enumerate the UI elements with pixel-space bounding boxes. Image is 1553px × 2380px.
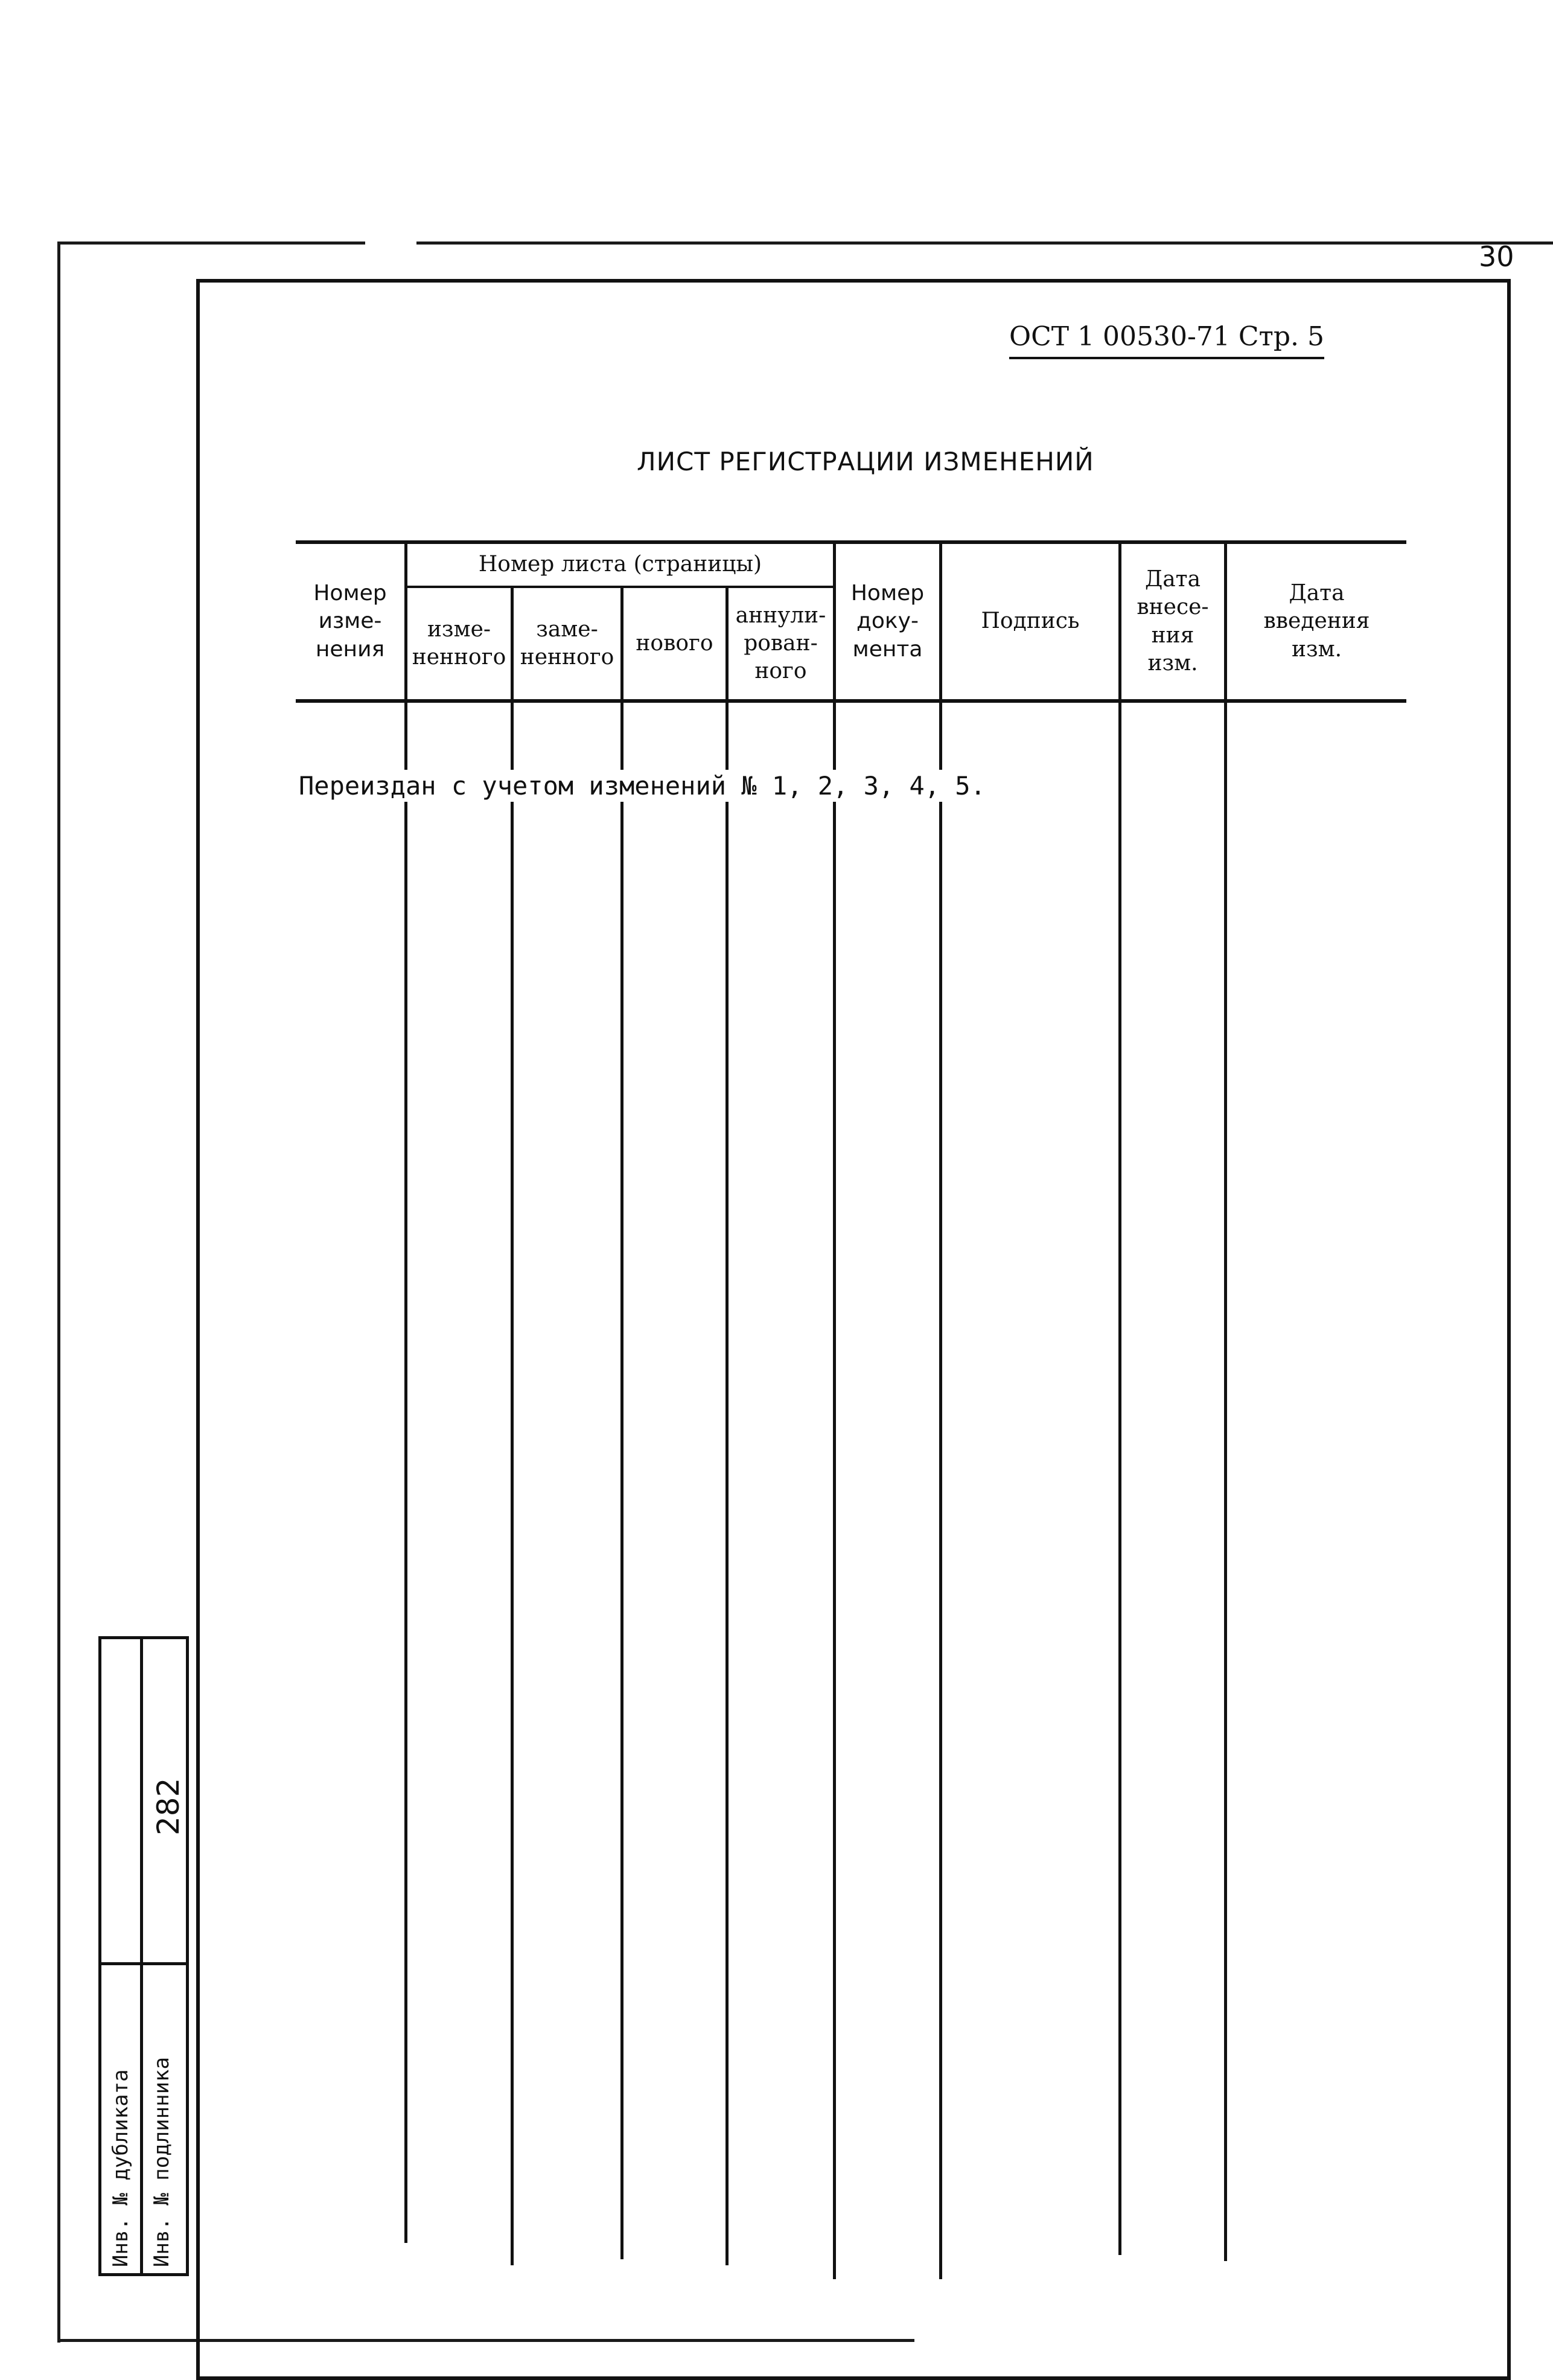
header-changed: изме- ненного bbox=[412, 616, 506, 670]
column-rule-7 bbox=[1118, 540, 1121, 2255]
header-change-number: Номер изме- нения bbox=[313, 581, 387, 662]
header-signature: Подпись bbox=[981, 609, 1080, 634]
original-inventory-value: 282 bbox=[151, 1777, 186, 1835]
page-number: 30 bbox=[1479, 240, 1514, 273]
header-document-number: Номер доку- мента bbox=[850, 581, 925, 662]
header-replaced: заме- ненного bbox=[520, 616, 614, 670]
stamp-divider-vertical bbox=[140, 1639, 143, 2273]
stamp-divider-horizontal bbox=[101, 1962, 189, 1965]
duplicate-inventory-label: Инв. № дубликата bbox=[109, 2069, 133, 2267]
margin-stamp bbox=[98, 1636, 189, 2276]
sheet-top-edge-left bbox=[57, 242, 365, 245]
original-inventory-label: Инв. № подлинника bbox=[150, 2057, 174, 2267]
column-rule-4 bbox=[725, 587, 729, 2265]
sheet-top-edge-right bbox=[416, 242, 1553, 245]
column-rule-2 bbox=[511, 587, 514, 2265]
header-entry-date: Дата внесе- ния изм. bbox=[1137, 567, 1209, 676]
header-sheet-number-group: Номер листа (страницы) bbox=[478, 552, 762, 577]
header-new: нового bbox=[636, 630, 713, 656]
table-header-bottom-rule bbox=[296, 699, 1406, 703]
column-rule-3 bbox=[620, 587, 623, 2259]
sheet-left-edge bbox=[57, 242, 60, 2343]
header-annulled: аннули- рован- ного bbox=[735, 603, 826, 684]
column-rule-8 bbox=[1224, 540, 1227, 2261]
reissue-note: Переиздан с учетом изменений № 1, 2, 3, 4, 5. bbox=[299, 771, 986, 801]
document-code: ОСТ 1 00530-71 Стр. 5 bbox=[1009, 321, 1324, 359]
sheet-title: ЛИСТ РЕГИСТРАЦИИ ИЗМЕНЕНИЙ bbox=[637, 447, 1094, 476]
header-introduction-date: Дата введения изм. bbox=[1263, 581, 1370, 662]
